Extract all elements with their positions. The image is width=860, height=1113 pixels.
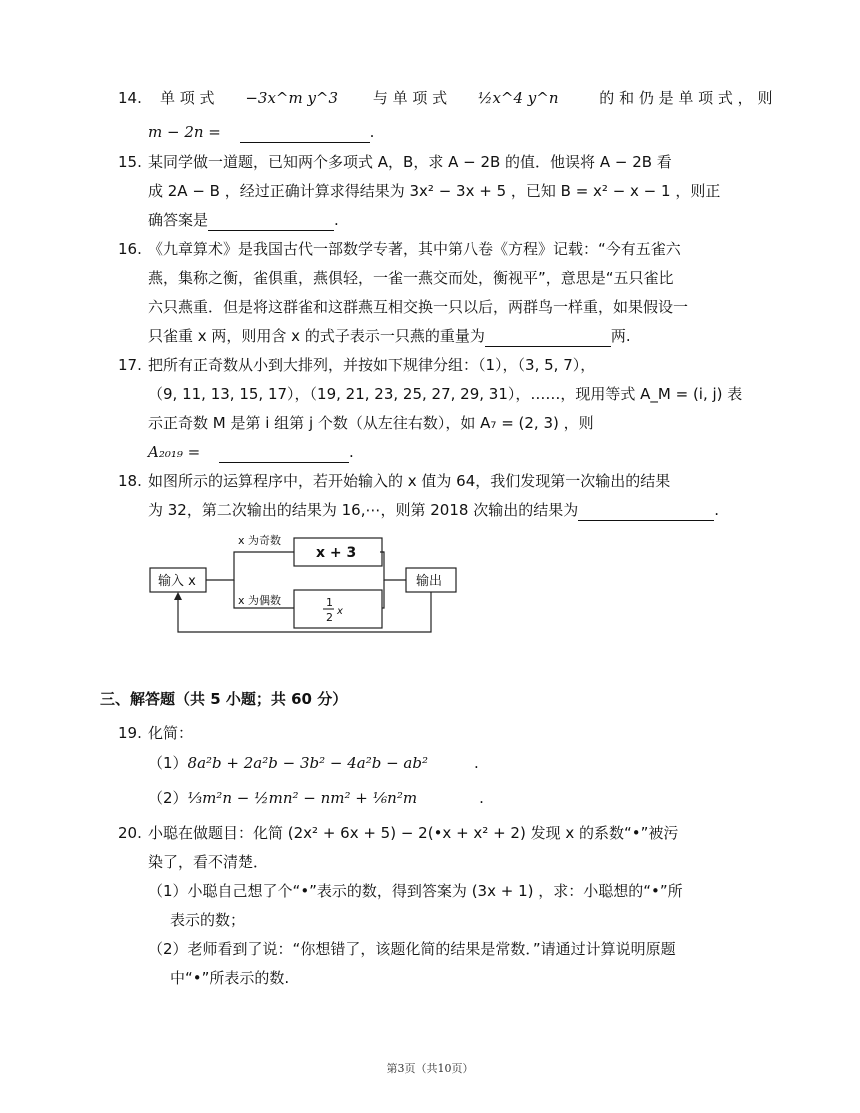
question-19-intro: 化简： [148,724,194,742]
q16-text: 只雀重 x 两，则用含 x 的式子表示一只燕的重量为 [148,327,485,345]
question-20-part-1-line-2: 表示的数； [170,911,246,929]
input-label: 输入 x [158,574,196,589]
q19-part2-period: . [479,789,484,807]
question-17-line-1: 把所有正奇数从小到大排列，并按如下规律分组：（1），（3, 5, 7）， [148,356,596,374]
question-20-line-1: 小聪在做题目：化简 (2x² + 6x + 5) − 2(•x + x² + 2) 发现 x 的系数“•”被污 [148,824,679,842]
odd-branch-line [206,552,294,580]
question-17-number: 17. [118,356,142,374]
feedback-line [178,592,431,632]
even-op-denominator: 2 [326,611,333,624]
q14-expr-2: ½x^4 y^n [477,89,559,107]
question-20-part-2-line-1: （2）老师看到了说：“你想错了，该题化简的结果是常数．”请通过计算说明原题 [148,940,676,958]
question-18-number: 18. [118,472,142,490]
question-15-number: 15. [118,153,142,171]
question-16-line-1: 《九章算术》是我国古代一部数学专著，其中第八卷《方程》记载：“今有五雀六 [148,240,681,258]
question-16-line-4 [148,325,631,347]
odd-op: x + 3 [316,545,357,561]
question-15-line-2: 成 2A − B ，经过正确计算求得结果为 3x² − 3x + 5 ，已知 B = x² − x − 1 ，则正 [148,182,721,200]
feedback-arrowhead [174,592,182,600]
q18-text: 为 32，第二次输出的结果为 16,⋯，则第 2018 次输出的结果为 [148,501,579,519]
question-19-number: 19. [118,724,142,742]
question-20-number: 20. [118,824,142,842]
question-20-line-2: 染了，看不清楚． [148,853,269,871]
question-17-line-2: （9, 11, 13, 15, 17），（19, 21, 23, 25, 27, 29, 31），……，现用等式 A_M = (i, j) 表 [148,385,743,403]
q14-text-b: 与 单 项 式 [372,89,448,107]
q14-text-c: 的 和 仍 是 单 项 式 ， 则 [599,89,773,107]
q15-period: . [334,211,339,229]
q18-flow-diagram [148,528,468,638]
q17-period: . [349,443,354,461]
q14-answer-expr: m − 2n = [148,123,221,141]
q14-expr-1: −3x^m y^3 [245,89,339,107]
q19-part2-label: （2） [148,789,188,807]
q19-part1-period: . [474,754,479,772]
question-15-line-1: 某同学做一道题，已知两个多项式 A，B，求 A − 2B 的值．他误将 A − 2B 看 [148,153,672,171]
page-footer: 第3页（共10页） [386,1062,474,1075]
q18-period: . [714,501,719,519]
question-19-part-1 [148,752,479,774]
question-18-line-1: 如图所示的运算程序中，若开始输入的 x 值为 64，我们发现第一次输出的结果 [148,472,671,490]
even-label: x 为偶数 [238,594,282,607]
question-16-line-3: 六只燕重．但是将这群雀和这群燕互相交换一只以后，两群鸟一样重，如果假设一 [148,298,689,316]
q15-answer-blank[interactable] [208,214,334,231]
q14-period: . [369,123,375,141]
question-17-line-4 [148,441,354,463]
q19-part1-expr: 8a²b + 2a²b − 3b² − 4a²b − ab² [187,754,428,772]
question-20-part-2-line-2: 中“•”所表示的数. [170,969,290,987]
q17-answer-blank[interactable] [219,446,349,463]
q15-text: 确答案是 [148,211,209,229]
even-op-variable: x [337,606,343,617]
q14-text-a: 单 项 式 [160,89,215,107]
section-3-title: 三、解答题（共 5 小题；共 60 分） [100,690,348,708]
question-20-part-1-line-1: （1）小聪自己想了个“•”表示的数，得到答案为 (3x + 1) ，求：小聪想的“•”所 [148,882,683,900]
q19-part1-label: （1） [148,754,188,772]
q18-answer-blank[interactable] [578,504,714,521]
question-18-line-2 [148,499,719,521]
q14-answer-blank[interactable] [240,126,370,143]
even-op-numerator: 1 [326,596,333,609]
question-17-line-3: 示正奇数 M 是第 i 组第 j 个数（从左往右数），如 A₇ = (2, 3) ，则 [148,414,594,432]
question-19-part-2 [148,787,484,809]
q19-part2-expr: ⅓m²n − ½mn² − nm² + ⅙n²m [187,789,418,807]
odd-merge-line [382,552,406,580]
output-label: 输出 [416,574,443,589]
question-16-line-2: 燕，集称之衡，雀俱重，燕俱轻，一雀一燕交而处，衡视平”，意思是“五只雀比 [148,269,674,287]
question-14-line-2 [148,121,374,143]
q16-unit: 两. [610,327,631,345]
question-16-number: 16. [118,240,142,258]
odd-label: x 为奇数 [238,534,282,547]
question-15-line-3 [148,209,339,231]
q17-answer-expr: A₂₀₁₉ = [148,443,201,461]
q16-answer-blank[interactable] [485,330,611,347]
question-14-line-1 [160,87,772,109]
question-14-number: 14. [118,89,142,107]
